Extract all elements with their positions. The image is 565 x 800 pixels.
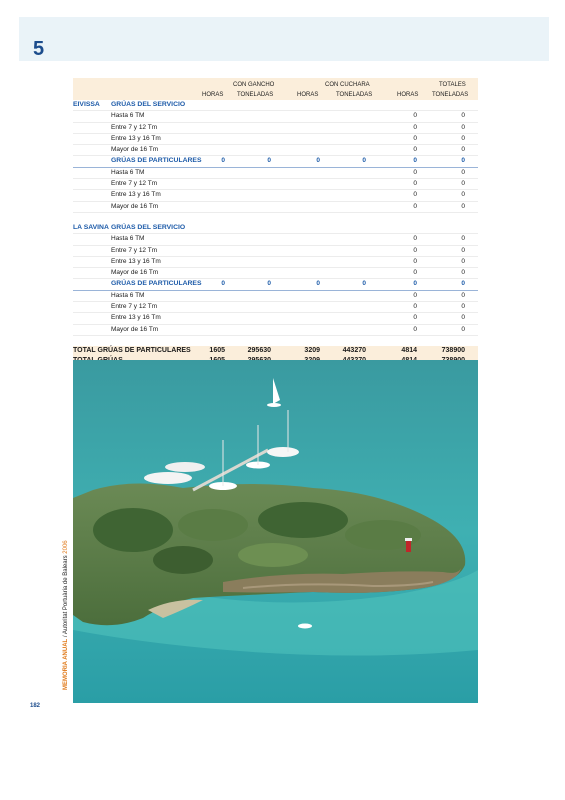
group-value: 0 xyxy=(221,280,225,288)
total-value: 4814 xyxy=(401,346,417,354)
row-horas: 0 xyxy=(413,235,417,243)
row-horas: 0 xyxy=(413,269,417,277)
table-row xyxy=(73,313,478,324)
aerial-photo xyxy=(73,360,478,703)
table-header xyxy=(73,78,478,100)
group-row xyxy=(73,279,478,290)
group-row xyxy=(73,156,478,167)
section-gap xyxy=(73,213,478,223)
coastline-marina-image xyxy=(73,360,478,703)
group-value: 0 xyxy=(461,280,465,288)
group-value: 0 xyxy=(316,280,320,288)
row-horas: 0 xyxy=(413,303,417,311)
table-row xyxy=(73,179,478,190)
group-value: 0 xyxy=(362,280,366,288)
row-label: Hasta 6 TM xyxy=(111,235,145,243)
page-number: 182 xyxy=(30,703,41,709)
group-value: 0 xyxy=(267,280,271,288)
group-value: 0 xyxy=(413,280,417,288)
row-toneladas: 0 xyxy=(461,180,465,188)
row-horas: 0 xyxy=(413,112,417,120)
side-footer-title: MEMORIA ANUAL xyxy=(63,638,69,690)
row-horas: 0 xyxy=(413,202,417,210)
row-toneladas: 0 xyxy=(461,269,465,277)
group-row xyxy=(73,100,478,111)
table-row xyxy=(73,257,478,268)
row-label: Hasta 6 TM xyxy=(111,168,145,176)
side-footer xyxy=(63,540,69,690)
row-label: Mayor de 16 Tm xyxy=(111,325,159,333)
row-label: Entre 13 y 16 Tm xyxy=(111,257,161,265)
table-row xyxy=(73,246,478,257)
group-value: 0 xyxy=(461,157,465,165)
total-value: 3209 xyxy=(304,346,320,354)
cranes-table xyxy=(73,78,478,367)
header-band xyxy=(19,17,549,61)
row-label: Hasta 6 TM xyxy=(111,112,145,120)
table-row xyxy=(73,325,478,336)
total-value: 295630 xyxy=(247,346,271,354)
col-header-horas-3: HORAS xyxy=(397,92,419,98)
row-label: Entre 7 y 12 Tm xyxy=(111,303,158,311)
row-horas: 0 xyxy=(413,123,417,131)
row-horas: 0 xyxy=(413,246,417,254)
row-label: Hasta 6 TM xyxy=(111,291,145,299)
table-row xyxy=(73,134,478,145)
row-horas: 0 xyxy=(413,191,417,199)
table-body xyxy=(73,100,478,336)
group-value: 0 xyxy=(362,157,366,165)
row-label: Entre 7 y 12 Tm xyxy=(111,246,158,254)
row-label: Entre 7 y 12 Tm xyxy=(111,180,158,188)
row-horas: 0 xyxy=(413,134,417,142)
row-horas: 0 xyxy=(413,325,417,333)
group-value: 0 xyxy=(221,157,225,165)
total-label: TOTAL GRÚAS DE PARTICULARES xyxy=(73,346,191,354)
row-toneladas: 0 xyxy=(461,246,465,254)
row-toneladas: 0 xyxy=(461,257,465,265)
section-name: LA SAVINA xyxy=(73,223,109,231)
row-label: Entre 7 y 12 Tm xyxy=(111,123,158,131)
group-value: 0 xyxy=(316,157,320,165)
group-value: 0 xyxy=(267,157,271,165)
group-title: GRÚAS DE PARTICULARES xyxy=(111,157,202,165)
col-header-toneladas-2: TONELADAS xyxy=(336,92,373,98)
side-footer-organisation: Autoritat Portuària de Balears xyxy=(63,555,69,635)
group-title: GRÚAS DEL SERVICIO xyxy=(111,101,186,108)
table-row xyxy=(73,302,478,313)
col-header-toneladas-1: TONELADAS xyxy=(237,92,274,98)
row-toneladas: 0 xyxy=(461,325,465,333)
row-toneladas: 0 xyxy=(461,235,465,243)
side-footer-separator: / xyxy=(63,634,69,639)
table-row xyxy=(73,268,478,279)
table-row xyxy=(73,234,478,245)
group-value: 0 xyxy=(413,157,417,165)
row-label: Mayor de 16 Tm xyxy=(111,202,159,210)
row-label: Mayor de 16 Tm xyxy=(111,146,159,154)
total-value: 443270 xyxy=(342,346,366,354)
spacer xyxy=(73,336,478,346)
row-toneladas: 0 xyxy=(461,134,465,142)
table-row xyxy=(73,111,478,122)
row-toneladas: 0 xyxy=(461,191,465,199)
table-row xyxy=(73,168,478,179)
row-label: Entre 13 y 16 Tm xyxy=(111,191,161,199)
row-toneladas: 0 xyxy=(461,123,465,131)
col-header-toneladas-3: TONELADAS xyxy=(432,92,469,98)
chapter-number: 5 xyxy=(33,38,45,60)
row-toneladas: 0 xyxy=(461,146,465,154)
table-row xyxy=(73,145,478,156)
total-row xyxy=(73,346,478,357)
row-label: Mayor de 16 Tm xyxy=(111,269,159,277)
row-toneladas: 0 xyxy=(461,168,465,176)
total-value: 1605 xyxy=(209,346,225,354)
row-horas: 0 xyxy=(413,291,417,299)
row-toneladas: 0 xyxy=(461,314,465,322)
row-toneladas: 0 xyxy=(461,202,465,210)
group-header-cuchara: CON CUCHARA xyxy=(325,82,370,88)
row-horas: 0 xyxy=(413,180,417,188)
col-header-horas-1: HORAS xyxy=(202,92,224,98)
row-toneladas: 0 xyxy=(461,303,465,311)
row-label: Entre 13 y 16 Tm xyxy=(111,134,161,142)
group-row xyxy=(73,223,478,234)
section-name: EIVISSA xyxy=(73,101,100,108)
row-horas: 0 xyxy=(413,168,417,176)
table-row xyxy=(73,190,478,201)
side-footer-year: 2006 xyxy=(63,540,69,554)
group-header-gancho: CON GANCHO xyxy=(233,82,275,88)
group-title: GRÚAS DE PARTICULARES xyxy=(111,280,202,288)
row-horas: 0 xyxy=(413,146,417,154)
total-value: 738900 xyxy=(441,346,465,354)
group-title: GRÚAS DEL SERVICIO xyxy=(111,223,186,231)
group-header-totales: TOTALES xyxy=(439,82,466,88)
row-toneladas: 0 xyxy=(461,112,465,120)
row-horas: 0 xyxy=(413,314,417,322)
table-row xyxy=(73,291,478,302)
row-toneladas: 0 xyxy=(461,291,465,299)
table-row xyxy=(73,123,478,134)
table-row xyxy=(73,202,478,213)
col-header-horas-2: HORAS xyxy=(297,92,319,98)
row-label: Entre 13 y 16 Tm xyxy=(111,314,161,322)
row-horas: 0 xyxy=(413,257,417,265)
